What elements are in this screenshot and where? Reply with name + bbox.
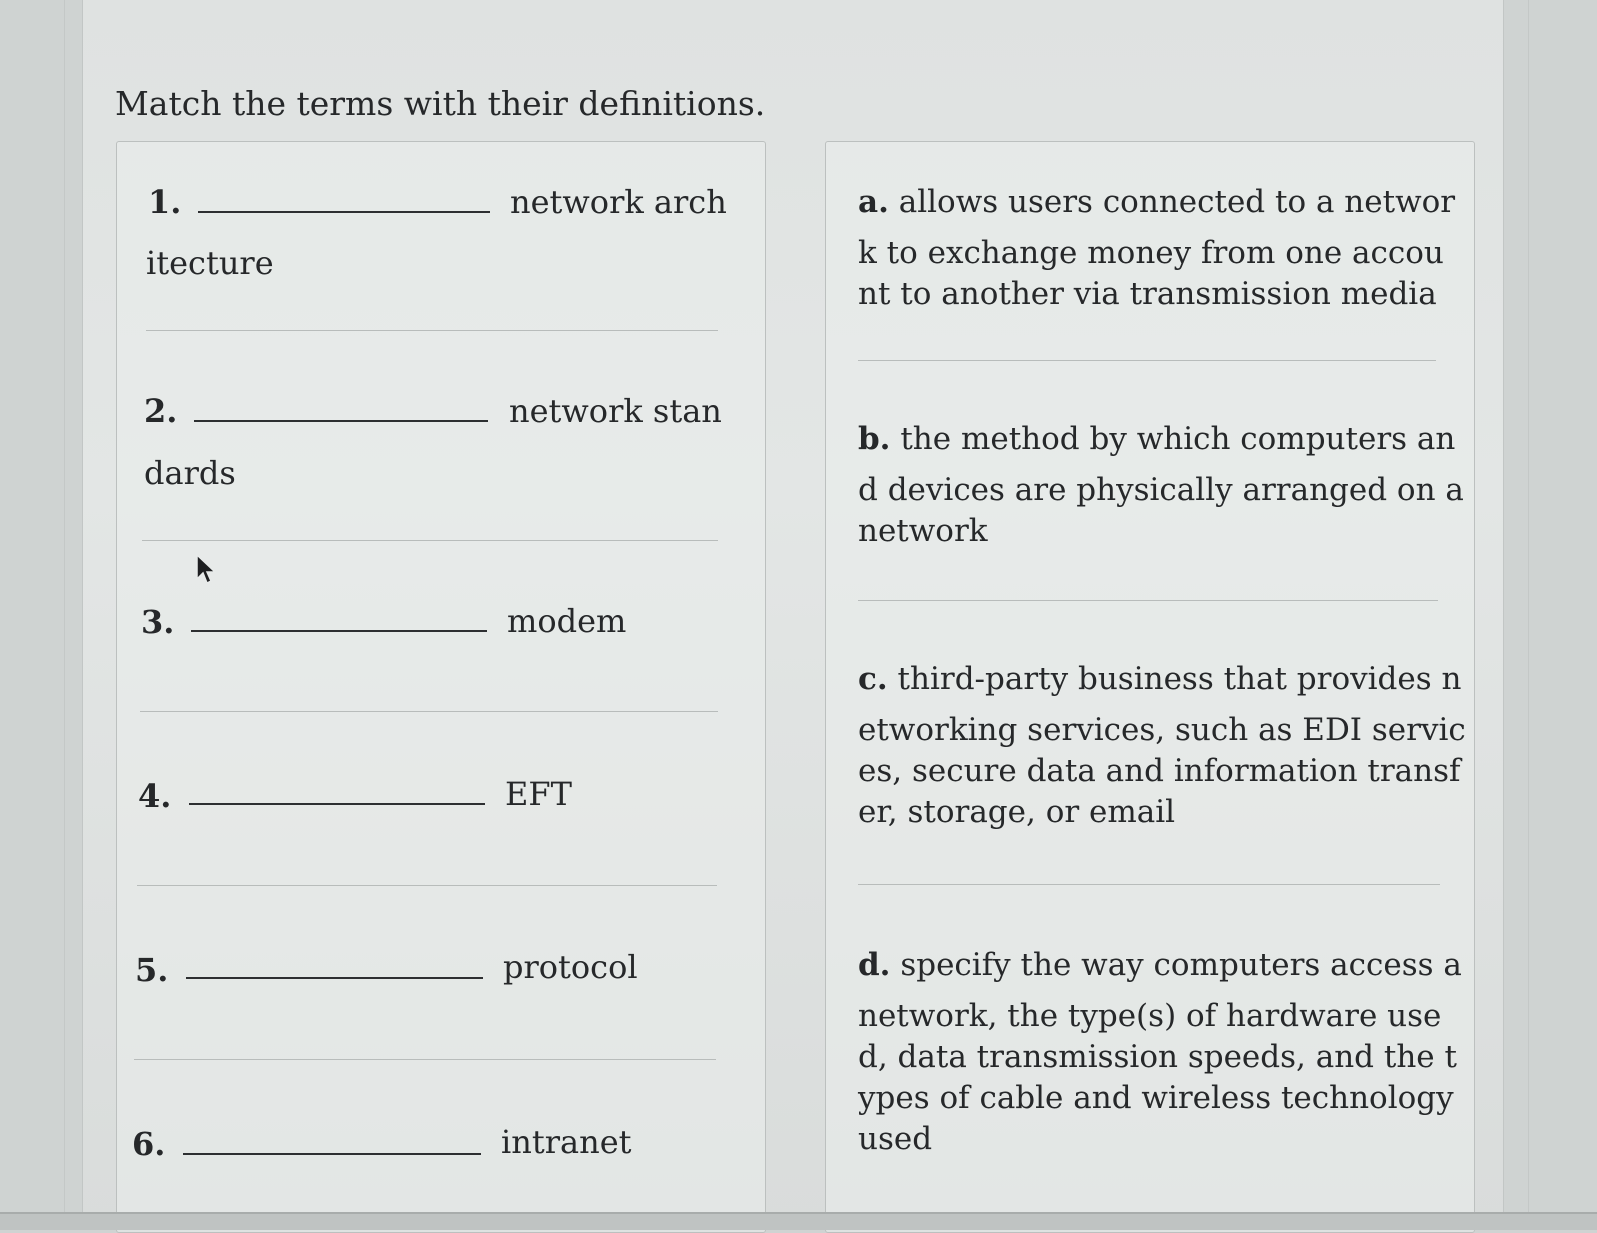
definition-letter: d. [858,947,891,983]
separator [134,1059,716,1060]
answer-blank-6[interactable] [183,1153,481,1155]
page-edge-left [64,0,65,1228]
definition-line: nt to another via transmission media [858,276,1437,312]
definition-text: allows users connected to a networ [898,184,1456,220]
definition-text: the method by which computers an [900,421,1456,457]
term-number: 2. [144,392,178,430]
screen-bottom-edge [0,1212,1597,1230]
answer-blank-3[interactable] [191,630,487,632]
definition-line: etworking services, such as EDI servic [858,712,1466,748]
term-number: 6. [132,1125,166,1163]
term-label: modem [507,602,627,640]
separator [137,885,717,886]
separator [140,711,718,712]
definition-line: network [858,513,988,549]
definition-line [858,945,1462,986]
term-number: 5. [135,951,169,989]
separator [858,360,1436,361]
definition-text: specify the way computers access a [900,947,1462,983]
separator [146,330,718,331]
definition-line: er, storage, or email [858,794,1176,830]
mouse-pointer-icon [196,554,218,586]
definition-text: third-party business that provides n [897,661,1462,697]
definition-line: ypes of cable and wireless technology [858,1080,1454,1116]
definition-line: d, data transmission speeds, and the t [858,1039,1457,1075]
answer-blank-2[interactable] [194,420,488,422]
page-edge-right [1528,0,1529,1228]
definition-letter: a. [858,184,889,220]
term-label: protocol [503,948,638,986]
separator [858,884,1440,885]
term-label-continued: dards [144,454,236,492]
answer-blank-4[interactable] [189,803,485,805]
definition-a [858,182,1458,315]
terms-panel [116,141,766,1233]
page-title: Match the terms with their definitions. [115,84,766,123]
definition-line: network, the type(s) of hardware use [858,998,1442,1034]
definition-line [858,182,1458,223]
definition-line [858,419,1458,460]
separator [142,540,718,541]
term-label-continued: itecture [146,244,274,282]
definition-line [858,659,1462,700]
term-number: 3. [141,603,175,641]
definition-line: used [858,1121,933,1157]
term-number: 1. [148,183,182,221]
definition-letter: b. [858,421,891,457]
definition-c [858,659,1466,833]
definition-d [858,945,1462,1160]
definition-line: k to exchange money from one accou [858,235,1444,271]
definition-b [858,419,1464,552]
definition-letter: c. [858,661,888,697]
term-label: intranet [501,1123,632,1161]
separator [858,600,1438,601]
term-number: 4. [138,777,172,815]
definition-line: d devices are physically arranged on a [858,472,1464,508]
answer-blank-1[interactable] [198,211,490,213]
term-label: network stan [509,392,722,430]
answer-blank-5[interactable] [186,977,483,979]
definition-line: es, secure data and information transf [858,753,1461,789]
term-label: network arch [510,183,727,221]
term-label: EFT [505,775,572,813]
